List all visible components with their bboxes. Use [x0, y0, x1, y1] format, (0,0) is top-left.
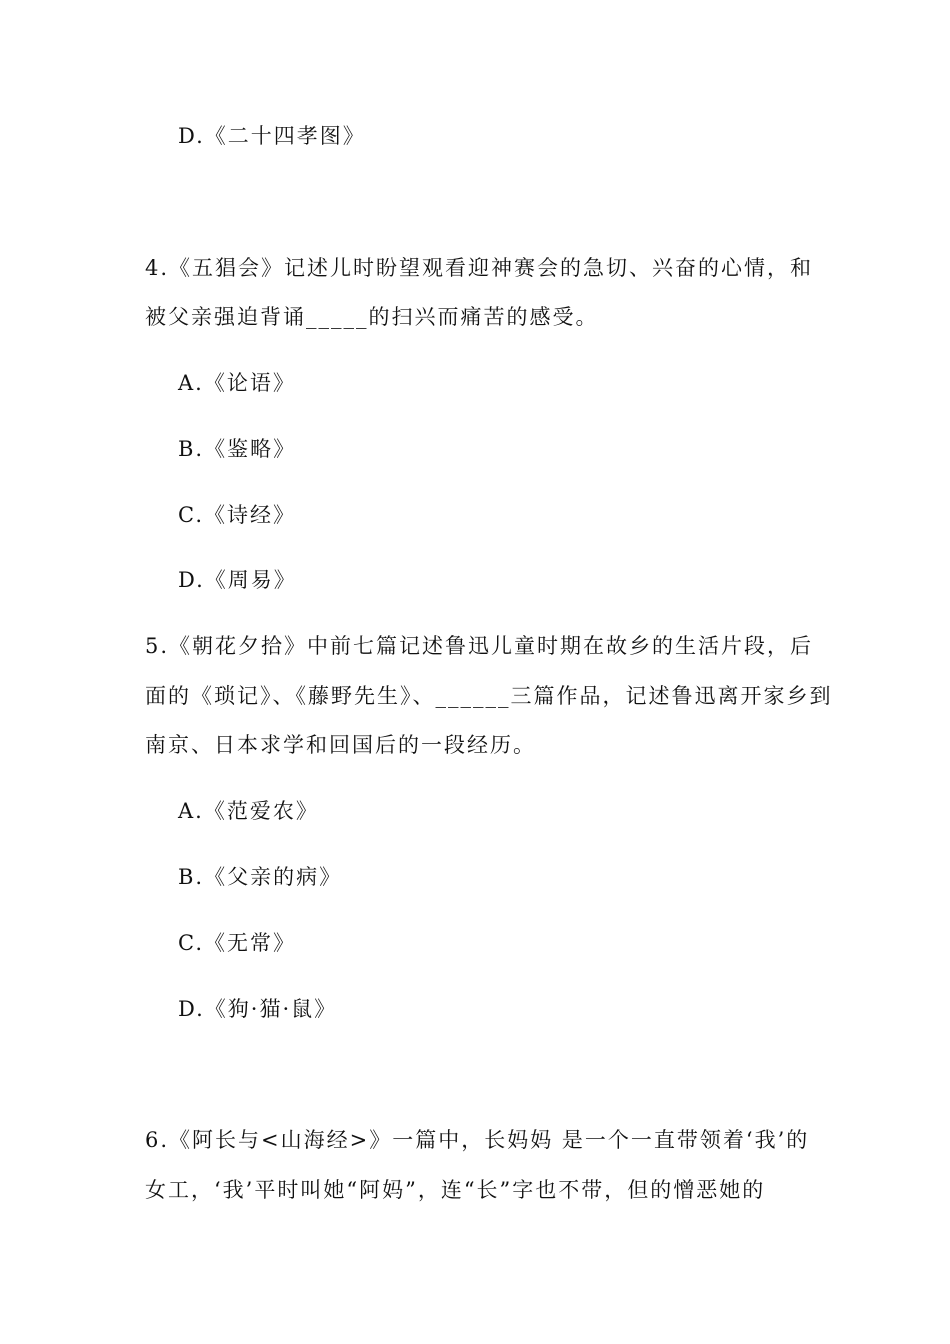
q5-stem-line-2: 面的《琐记》、《藤野先生》、______三篇作品，记述鲁迅离开家乡到	[145, 684, 833, 708]
q5-option-a: A.《范爱农》	[178, 799, 319, 823]
q4-stem-line-1: 4.《五猖会》记述儿时盼望观看迎神赛会的急切、兴奋的心情，和	[145, 256, 814, 280]
q5-option-b: B.《父亲的病》	[178, 865, 343, 889]
q4-option-b: B.《鉴略》	[178, 437, 297, 461]
q5-stem-line-1: 5.《朝花夕拾》中前七篇记述鲁迅儿童时期在故乡的生活片段，后	[145, 634, 814, 658]
q5-stem-line-3: 南京、日本求学和回国后的一段经历。	[145, 733, 536, 757]
q3-option-d: D.《二十四孝图》	[178, 124, 366, 148]
q4-option-a: A.《论语》	[178, 371, 296, 395]
q4-option-d: D.《周易》	[178, 568, 297, 592]
q4-stem-line-2: 被父亲强迫背诵_____的扫兴而痛苦的感受。	[145, 305, 599, 329]
q6-stem-line-2: 女工，‘我’平时叫她“阿妈”，连“长”字也不带，但的憎恶她的	[145, 1178, 766, 1202]
q5-option-d: D.《狗·猫·鼠》	[178, 997, 338, 1021]
q5-option-c: C.《无常》	[178, 931, 296, 955]
q6-stem-line-1: 6.《阿长与<山海经>》一篇中，长妈妈 是一个一直带领着‘我’的	[145, 1128, 810, 1152]
q4-option-c: C.《诗经》	[178, 503, 296, 527]
